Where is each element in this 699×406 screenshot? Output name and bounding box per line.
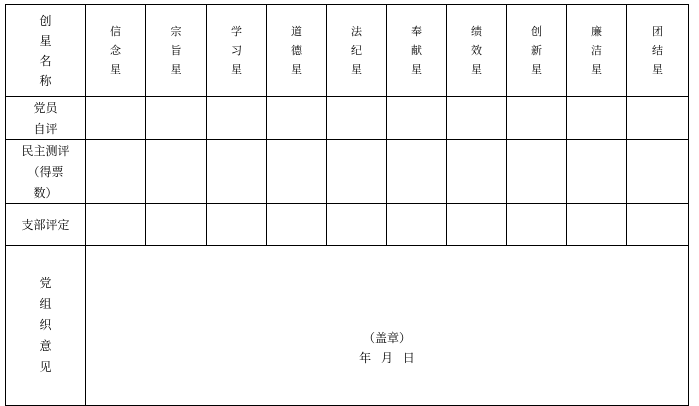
party-opinion-field[interactable] <box>86 246 689 406</box>
star-label: 学 习 星 <box>231 25 242 76</box>
self-evaluation-label: 党员 自评 <box>33 101 58 136</box>
entry-cell[interactable] <box>567 97 627 140</box>
row-label-cell <box>6 204 86 246</box>
entry-cell[interactable] <box>327 140 387 204</box>
star-label: 奉 献 星 <box>411 25 422 76</box>
star-label: 道 德 星 <box>291 25 302 76</box>
entry-cell[interactable] <box>146 204 207 246</box>
entry-cell[interactable] <box>86 97 146 140</box>
party-opinion-row <box>6 246 689 406</box>
entry-cell[interactable] <box>507 140 567 204</box>
row-label-cell <box>6 97 86 140</box>
entry-cell[interactable] <box>387 97 447 140</box>
entry-cell[interactable] <box>387 204 447 246</box>
header-star-daode <box>267 5 327 97</box>
header-star-name-text: 创 星 名 称 <box>39 13 52 88</box>
row-label-cell <box>6 140 86 204</box>
entry-cell[interactable] <box>567 204 627 246</box>
header-row <box>6 5 689 97</box>
header-star-name-label <box>6 5 86 97</box>
header-star-tuanjie <box>627 5 689 97</box>
entry-cell[interactable] <box>627 140 689 204</box>
star-label: 团 结 星 <box>652 25 663 76</box>
header-star-jixiao <box>447 5 507 97</box>
democratic-evaluation-row <box>6 140 689 204</box>
entry-cell[interactable] <box>207 204 267 246</box>
header-star-lianjie <box>567 5 627 97</box>
header-star-zongzhi <box>146 5 207 97</box>
header-star-chuangxin <box>507 5 567 97</box>
header-star-xuexi <box>207 5 267 97</box>
header-star-fengxian <box>387 5 447 97</box>
star-label: 法 纪 星 <box>351 25 362 76</box>
star-label: 信 念 星 <box>110 25 121 76</box>
party-opinion-label-cell <box>6 246 86 406</box>
entry-cell[interactable] <box>627 204 689 246</box>
date-line: 年 月 日 <box>359 351 415 365</box>
branch-assessment-row <box>6 204 689 246</box>
entry-cell[interactable] <box>146 97 207 140</box>
entry-cell[interactable] <box>146 140 207 204</box>
entry-cell[interactable] <box>447 204 507 246</box>
entry-cell[interactable] <box>627 97 689 140</box>
header-star-xinnian <box>86 5 146 97</box>
entry-cell[interactable] <box>507 204 567 246</box>
democratic-evaluation-label: 民主测评 （得票 数） <box>21 144 70 200</box>
stamp-label: （盖章） <box>362 331 411 345</box>
entry-cell[interactable] <box>86 204 146 246</box>
rating-table <box>5 4 689 406</box>
entry-cell[interactable] <box>447 97 507 140</box>
entry-cell[interactable] <box>447 140 507 204</box>
entry-cell[interactable] <box>327 204 387 246</box>
entry-cell[interactable] <box>207 140 267 204</box>
entry-cell[interactable] <box>327 97 387 140</box>
self-evaluation-row <box>6 97 689 140</box>
entry-cell[interactable] <box>207 97 267 140</box>
party-opinion-label: 党 组 织 意 见 <box>39 276 52 374</box>
entry-cell[interactable] <box>267 204 327 246</box>
star-label: 宗 旨 星 <box>170 25 182 76</box>
entry-cell[interactable] <box>567 140 627 204</box>
star-label: 创 新 星 <box>531 25 542 76</box>
star-label: 绩 效 星 <box>471 25 482 76</box>
entry-cell[interactable] <box>86 140 146 204</box>
entry-cell[interactable] <box>507 97 567 140</box>
branch-assessment-label: 支部评定 <box>21 218 70 232</box>
entry-cell[interactable] <box>267 97 327 140</box>
star-label: 廉 洁 星 <box>591 25 602 76</box>
entry-cell[interactable] <box>387 140 447 204</box>
header-star-faji <box>327 5 387 97</box>
entry-cell[interactable] <box>267 140 327 204</box>
